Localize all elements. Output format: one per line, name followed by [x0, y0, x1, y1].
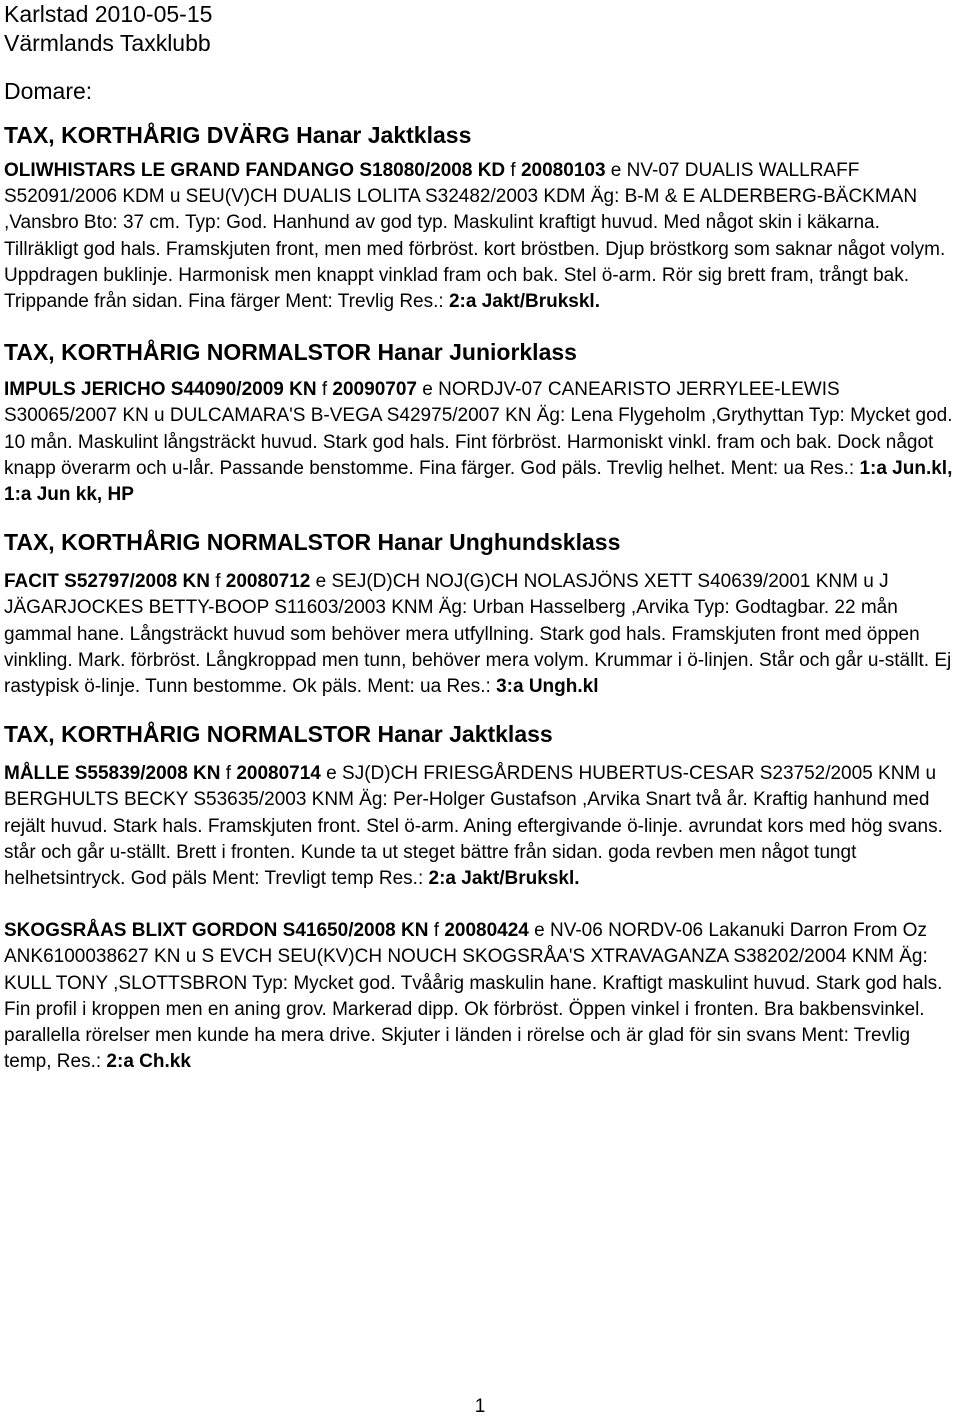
header-club: Värmlands Taxklubb: [4, 30, 211, 56]
critique-text: e NORDJV-07 CANEARISTO JERRYLEE-LEWIS S30065/2007 KN u DULCAMARA'S B-VEGA S42975/2007 KN Äg: Lena Flygeholm ,Grythyttan Typ: Mycket god. 10 mån. Maskulint långsträckt huvud. Stark god hals. Fint förbröst. Harmoniskt vinkl. fram och bak. Dock något knapp överarm och u-lår. Passande benstomme. Fina färger. God päls. Trevlig helhet. Ment: ua Res.:: [4, 379, 953, 479]
critique-text: e SJ(D)CH FRIESGÅRDENS HUBERTUS-CESAR S23752/2005 KNM u BERGHULTS BECKY S53635/2003 KNM Äg: Per-Holger Gustafson ,Arvika Snart två år. Kraftig hanhund med rejält huvud. Stark hals. Framskjuten front. Stel ö-arm. Aning eftergivande ö-linje. avrundat kors med hög svans. står och går u-ställt. Brett i fronten. Kunde ta ut steget bättre från sidan. goda revben men något tungt helhetsintryck. God päls Ment: Trevligt temp Res.:: [4, 763, 943, 890]
critique-text: e NV-07 DUALIS WALLRAFF S52091/2006 KDM u SEU(V)CH DUALIS LOLITA S32482/2003 KDM Äg: B-M & E ALDERBERG-BÄCKMAN ,Vansbro Bto: 37 cm. Typ: God. Hanhund av god typ. Maskulint kraftigt huvud. Med något skin i käkarna. Tillräkligt god hals. Framskjuten front, men med förbröst. kort bröstben. Djup bröstkorg som saknar något volym. Uppdragen buklinje. Harmonisk men knappt vinklad fram och bak. Stel ö-arm. Rör sig brett fram, trångt bak. Trippande från sidan. Fina färger Ment: Trevlig Res.:: [4, 160, 946, 313]
critique-text: e NV-06 NORDV-06 Lakanuki Darron From Oz ANK6100038627 KN u S EVCH SEU(KV)CH NOUCH SKOGSRÅA'S XTRAVAGANZA S38202/2004 KNM Äg: KULL TONY ,SLOTTSBRON Typ: Mycket god. Tvåårig maskulin hane. Kraftigt maskulint huvud. Stark god hals. Fin profil i kroppen men en aning grov. Markerad dipp. Ok förbröst. Öppen vinkel i fronten. Bra bakbensvinkel. parallella rörelser men kunde ha mera drive. Skjuter i länden i rörelse och är glad för sin svans Ment: Trevlig temp, Res.:: [4, 920, 943, 1073]
class-heading: TAX, KORTHÅRIG NORMALSTOR Hanar Juniorklass: [4, 339, 577, 366]
class-heading: TAX, KORTHÅRIG DVÄRG Hanar Jaktklass: [4, 122, 472, 148]
judge-label: Domare:: [4, 78, 93, 104]
page-number: 1: [474, 1396, 486, 1417]
class-heading: TAX, KORTHÅRIG NORMALSTOR Hanar Unghundsklass: [4, 529, 621, 556]
result: 1:a Jun.kl, 1:a Jun kk, HP: [4, 457, 953, 506]
result: 2:a Jakt/Brukskl.: [428, 868, 580, 890]
dog-entry: FACIT S52797/2008 KN f 20080712 e SEJ(D)CH NOJ(G)CH NOLASJÖNS XETT S40639/2001 KNM u J JÄGARJOCKES BETTY-BOOP S11603/2003 KNM Äg: Urban Hasselberg ,Arvika Typ: Godtagbar. 22 mån gammal hane. Långsträckt huvud som behöver mera utfyllning. Stark god hals. Framskjuten front med öppen vinkling. Mark. förbröst. Långkroppad men tunn, behöver mera volym. Krummar i ö-linjen. Står och går u-ställt. Ej rastypisk ö-linje. Tunn bestomme. Ok päls. Ment: ua Res.: 3:a Ungh.kl: [4, 571, 952, 698]
dog-name: FACIT S52797/2008 KN: [4, 571, 210, 593]
result: 2:a Jakt/Brukskl.: [448, 291, 600, 313]
birth-date: 20080103: [520, 160, 606, 181]
dog-name: MÅLLE S55839/2008 KN: [4, 763, 221, 785]
class-heading: TAX, KORTHÅRIG NORMALSTOR Hanar Jaktklass: [4, 721, 553, 748]
birth-date: 20090707: [332, 379, 417, 401]
dog-entry: MÅLLE S55839/2008 KN f 20080714 e SJ(D)CH FRIESGÅRDENS HUBERTUS-CESAR S23752/2005 KNM u BERGHULTS BECKY S53635/2003 KNM Äg: Per-Holger Gustafson ,Arvika Snart två år. Kraftig hanhund med rejält huvud. Stark hals. Framskjuten front. Stel ö-arm. Aning eftergivande ö-linje. avrundat kors med hög svans. står och går u-ställt. Brett i fronten. Kunde ta ut steget bättre från sidan. goda revben men något tungt helhetsintryck. God päls Ment: Trevligt temp Res.: 2:a Jakt/Brukskl.: [4, 763, 943, 890]
dog-name: SKOGSRÅAS BLIXT GORDON S41650/2008 KN: [4, 920, 429, 942]
birth-date: 20080712: [225, 571, 311, 593]
header-location-date: Karlstad 2010-05-15: [4, 1, 213, 27]
dog-entry: SKOGSRÅAS BLIXT GORDON S41650/2008 KN f 20080424 e NV-06 NORDV-06 Lakanuki Darron From Oz ANK6100038627 KN u S EVCH SEU(KV)CH NOUCH SKOGSRÅA'S XTRAVAGANZA S38202/2004 KNM Äg: KULL TONY ,SLOTTSBRON Typ: Mycket god. Tvåårig maskulin hane. Kraftigt maskulint huvud. Stark god hals. Fin profil i kroppen men en aning grov. Markerad dipp. Ok förbröst. Öppen vinkel i fronten. Bra bakbensvinkel. parallella rörelser men kunde ha mera drive. Skjuter i länden i rörelse och är glad för sin svans Ment: Trevlig temp, Res.: 2:a Ch.kk: [4, 920, 943, 1073]
result: 3:a Ungh.kl: [496, 676, 599, 698]
critique-text: e SEJ(D)CH NOJ(G)CH NOLASJÖNS XETT S40639/2001 KNM u J JÄGARJOCKES BETTY-BOOP S11603/2003 KNM Äg: Urban Hasselberg ,Arvika Typ: Godtagbar. 22 mån gammal hane. Långsträckt huvud som behöver mera utfyllning. Stark god hals. Framskjuten front med öppen vinkling. Mark. förbröst. Långkroppad men tunn, behöver mera volym. Krummar i ö-linjen. Står och går u-ställt. Ej rastypisk ö-linje. Tunn bestomme. Ok päls. Ment: ua Res.:: [4, 571, 952, 698]
dog-name: IMPULS JERICHO S44090/2009 KN: [4, 379, 317, 401]
birth-date: 20080714: [236, 763, 321, 785]
result: 2:a Ch.kk: [106, 1051, 191, 1073]
birth-date: 20080424: [444, 920, 529, 942]
dog-entry: IMPULS JERICHO S44090/2009 KN f 20090707 e NORDJV-07 CANEARISTO JERRYLEE-LEWIS S30065/2007 KN u DULCAMARA'S B-VEGA S42975/2007 KN Äg: Lena Flygeholm ,Grythyttan Typ: Mycket god. 10 mån. Maskulint långsträckt huvud. Stark god hals. Fint förbröst. Harmoniskt vinkl. fram och bak. Dock något knapp överarm och u-lår. Passande benstomme. Fina färger. God päls. Trevlig helhet. Ment: ua Res.: 1:a Jun.kl, 1:a Jun kk, HP: [4, 379, 953, 506]
dog-entry: OLIWHISTARS LE GRAND FANDANGO S18080/2008 KD f 20080103 e NV-07 DUALIS WALLRAFF S52091/2006 KDM u SEU(V)CH DUALIS LOLITA S32482/2003 KDM Äg: B-M & E ALDERBERG-BÄCKMAN ,Vansbro Bto: 37 cm. Typ: God. Hanhund av god typ. Maskulint kraftigt huvud. Med något skin i käkarna. Tillräkligt god hals. Framskjuten front, men med förbröst. kort bröstben. Djup bröstkorg som saknar något volym. Uppdragen buklinje. Harmonisk men knappt vinklad fram och bak. Stel ö-arm. Rör sig brett fram, trångt bak. Trippande från sidan. Fina färger Ment: Trevlig Res.: 2:a Jakt/Brukskl.: [4, 160, 946, 313]
dog-name: OLIWHISTARS LE GRAND FANDANGO S18080/2008 KD: [4, 160, 506, 181]
document-page: [4, 0, 956, 1075]
